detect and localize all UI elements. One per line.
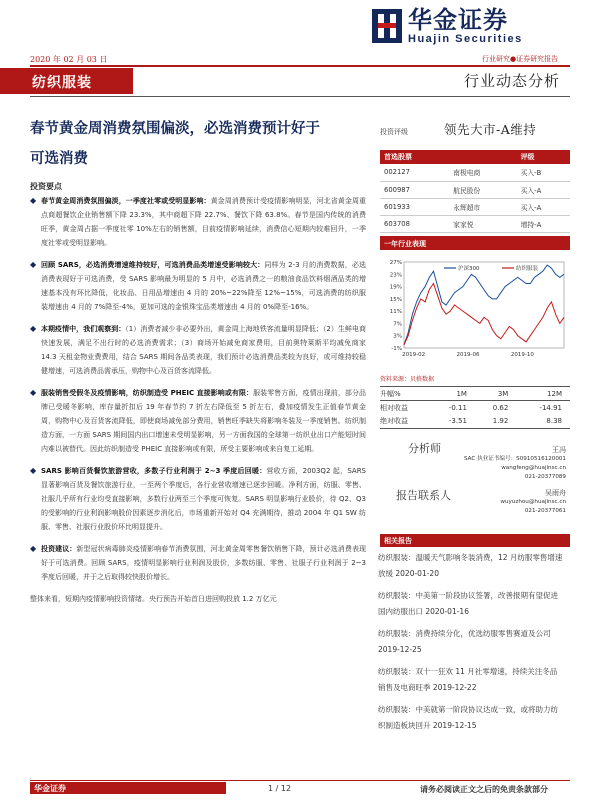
footer-divider: [30, 780, 570, 781]
body-paragraph: [30, 542, 366, 584]
y-tick-label: 19%: [389, 284, 402, 291]
stock-code: 603708: [380, 215, 449, 232]
stock-name: 航民股份: [449, 181, 516, 198]
stock-rating: 买入-A: [517, 181, 570, 198]
title-line: 可选消费: [30, 151, 88, 167]
rating-label: 投资评级: [380, 128, 408, 136]
stock-name: 家家悦: [449, 215, 516, 232]
body-paragraph: [30, 592, 366, 606]
return-value: 1.92: [475, 415, 516, 429]
contact-email[interactable]: wuyuzhou@huajinsc.cn: [500, 499, 566, 505]
stock-code: 002127: [380, 164, 449, 181]
body-paragraph: [30, 386, 366, 456]
series-line-textile: [404, 284, 564, 345]
stock-code: 600987: [380, 181, 449, 198]
table-row: [380, 198, 570, 215]
performance-chart: [380, 254, 570, 370]
return-label: 相对收益: [380, 403, 408, 412]
table-header-cell: 12M: [516, 387, 570, 401]
return-value: 8.38: [516, 415, 570, 429]
table-row: [380, 401, 570, 415]
sector-label: 纺织服装: [0, 68, 133, 94]
analyst-info: [440, 446, 566, 482]
return-value: -3.51: [429, 415, 475, 429]
analyst-sac: SAC 执业证书编号：S0910516120001: [463, 456, 566, 462]
paragraph-text: 营收方面，2003Q2 起，SARS 显著影响百货及餐饮旅游行业，一至两个季度后，各行业营收增速已逐步回暖。净利方面，纺服、零售、社服几乎所有行业均受直接影响，多数行业两至三个季度可恢复。SARS 明显影响行业股价，待 Q2、Q3 的受影响的行业利润影响股价因素逐步消化后，市场重新开始对 Q4 充满期待，推动 2004 年 Q1 SW 纺服、零售、社服行业股价环比明显提升。: [41, 467, 367, 531]
stock-rating: 增持-A: [517, 215, 570, 232]
disclaimer-note: 请务必阅读正文之后的免责条款部分: [420, 785, 548, 794]
table-header-cell: 评级: [517, 150, 570, 164]
stock-code: 601933: [380, 198, 449, 215]
legend-label: 纺织服装: [516, 266, 539, 272]
table-header-cell: 1M: [429, 387, 475, 401]
related-heading: 相关报告: [380, 534, 570, 547]
x-tick-label: 2019-10: [510, 352, 534, 358]
y-tick-label: 3%: [393, 333, 402, 340]
page-number: 1 / 12: [268, 784, 292, 793]
report-title: [30, 114, 370, 174]
paragraph-lead: 春节黄金周消费氛围偏淡，一季度社零或受明显影响：: [41, 197, 211, 205]
footer-brand: 华金证券: [34, 784, 66, 793]
y-tick-label: -1%: [391, 346, 402, 352]
contact-name: 吴雨舟: [545, 489, 566, 497]
title-line: 春节黄金周消费氛围偏淡，必选消费预计好于: [30, 121, 320, 137]
paragraph-lead: 服装销售受假冬及疫情影响，纺织制造受 PHEIC 直接影响或有限：: [41, 389, 254, 397]
body-paragraph: [30, 194, 366, 250]
related-reports: [378, 550, 564, 740]
header-divider: [30, 65, 570, 67]
table-row: [380, 181, 570, 198]
contact-phone: 021-20377061: [524, 508, 566, 514]
chart-source: 资料来源：贝格数据: [380, 376, 435, 383]
related-report-link[interactable]: 纺织服装：消费持续分化，优选纺服零售赛道及公司 2019-12-25: [378, 629, 551, 654]
diamond-bullet-icon: ◆: [30, 544, 37, 553]
performance-chart-svg: [380, 254, 570, 370]
contact-heading: 报告联系人: [396, 489, 451, 502]
stocks-table: [380, 150, 570, 233]
x-tick-label: 2019-06: [456, 352, 480, 358]
paragraph-text: 新型冠状病毒肺炎疫情影响春节消费氛围，河北黄金周零售餐饮销售下降，预计必选消费表现好于可选消费。回顾 SARS，疫情明显影响行业利润及股价，多数纺服、零售、社服子行业利润于 2~3 季度后回暖，并于之后取得较快股价增长。: [41, 545, 367, 581]
diamond-bullet-icon: ◆: [30, 260, 37, 269]
series-line-hs300: [404, 265, 564, 345]
stock-name: 南极电商: [449, 164, 516, 181]
y-tick-label: 27%: [389, 260, 402, 266]
y-tick-label: 11%: [389, 309, 402, 316]
performance-heading: 一年行业表现: [380, 236, 570, 250]
table-header-row: [380, 387, 570, 401]
paragraph-text: 整体来看，短期内疫情影响投资情绪。央行预告开始首日进回购投放 1.2 万亿元: [30, 595, 277, 603]
analyst-heading: 分析师: [408, 442, 441, 455]
rating-row: [380, 120, 570, 138]
table-header-cell: [449, 150, 516, 164]
report-type: 行业动态分析: [464, 72, 561, 90]
paragraph-lead: 投资建议：: [41, 545, 77, 553]
rating-value: 领先大市-A维持: [444, 122, 537, 137]
report-tag: 行业研究●证券研究报告: [482, 55, 559, 63]
y-tick-label: 23%: [389, 272, 402, 279]
table-header-cell: 升幅%: [380, 387, 429, 401]
stock-rating: 买入-A: [517, 198, 570, 215]
returns-table: [380, 386, 570, 429]
body-paragraph: [30, 322, 366, 378]
paragraph-text: 服装零售方面，疫情出现前，部分品牌已受暖冬影响，库存量折扣后 19 年春节约 7 折左右降低至 5 折左右，叠加疫情发生正值春节黄金周，购物中心及百货客流降低，即使商场减免部分费用，销售旺季缺失将影响冬装及一季度销售。纺织制造方面，一方面 SARS 期间国内出口增速未受明显影响，另一方面我国的全球第一纺织业出口产能短时间内难以被替代。因此纺织制造受 PHEIC 直接影响或有限，所受主要影响或来自复工延期。: [41, 389, 367, 453]
table-row: [380, 215, 570, 232]
paragraph-lead: 本期疫情中，我们观察到：: [41, 325, 126, 333]
diamond-bullet-icon: ◆: [30, 324, 37, 333]
stock-rating: 买入-B: [517, 164, 570, 181]
return-value: -14.91: [539, 403, 562, 412]
section-heading: 投资要点: [30, 182, 62, 191]
y-tick-label: 7%: [393, 321, 402, 328]
table-header-row: [380, 150, 570, 164]
paragraph-text: 黄金周消费预计受疫情影响明显，河北省黄金周重点商超餐饮企业销售额下降 23.3%，其中商超下降 22.7%、餐饮下降 63.8%。春节是国内传统的消费旺季，黄金周占据一季度社零 10%左右的销售额，目前疫情影响延续，消费信心短期内较难回升，一季度社零或受明显影响。: [41, 197, 367, 247]
header-rule: [30, 96, 570, 97]
body-paragraph: [30, 464, 366, 534]
analyst-name: 王冯: [552, 446, 566, 454]
paragraph-lead: SARS 影响百货餐饮旅游营收，多数子行业利润于 2~3 季度后回暖：: [41, 467, 267, 475]
diamond-bullet-icon: ◆: [30, 196, 37, 205]
report-date: 2020 年 02 月 03 日: [30, 55, 108, 64]
diamond-bullet-icon: ◆: [30, 388, 37, 397]
analyst-email[interactable]: wangfeng@huajinsc.cn: [501, 465, 566, 471]
logo-chinese-name: 华金证券: [408, 6, 508, 34]
paragraph-lead: 回顾 SARS，必选消费增速维持较好，可选消费品类增速受影响较大：: [41, 261, 265, 269]
main-body: [30, 194, 366, 614]
chart-frame: [404, 262, 564, 348]
y-tick-label: 15%: [389, 296, 402, 303]
table-header-cell: 3M: [475, 387, 516, 401]
analyst-phone: 021-20377089: [524, 474, 566, 480]
stock-name: 永辉超市: [449, 198, 516, 215]
table-row: [380, 415, 570, 429]
table-header-cell: 首选股票: [380, 150, 449, 164]
paragraph-text: （1）消费者减少非必要外出，黄金周上海地铁客流量明显降低；（2）生鲜电商快速发展，满足不出行时的必选消费需求；（3）商场开始减免商家费用，目前奥特莱斯平均减免商家 14.3 天租金物业费费用，结合 SARS 期间各品类表现，我们预计必选消费品类较为良好，或可维持较稳健增速，可选消费品需承压，购物中心及百货客流降低。: [41, 325, 367, 375]
diamond-bullet-icon: ◆: [30, 466, 37, 475]
related-report-link[interactable]: 纺织服装：温暖天气影响冬装消费，12 月纺服零售增速放缓 2020-01-20: [378, 553, 563, 578]
related-report-link[interactable]: 纺织服装：双十一狂欢 11 月社零增速，持续关注冬品销售及电商旺季 2019-12-22: [378, 667, 558, 692]
legend-label: 沪深300: [458, 266, 480, 272]
company-logo: [372, 4, 590, 48]
logo-mark-icon: [372, 9, 402, 43]
return-label: 绝对收益: [380, 415, 429, 429]
body-paragraph: [30, 258, 366, 314]
paragraph-text: 同样为 2-3 月的消费数据，必选消费表现好于可选消费，受 SARS 影响最为明显的 5 月中，必选消费之一的粮油食品饮料烟酒品类的增速基本没有环比降低，化妆品、日用品增速由 4 月的 20%~22%降至 12%~15%，可选消费的纺织服装增速由 4 月的 7%降至-4%，更加可选的金银珠宝品类增速由 4 月的 0%降至-16%。: [41, 261, 367, 311]
table-row: [380, 164, 570, 181]
return-value: -0.11: [448, 403, 467, 412]
x-tick-label: 2019-02: [402, 352, 426, 358]
contact-info: [440, 489, 566, 516]
logo-english-name: Huajin Securities: [408, 33, 523, 45]
related-report-link[interactable]: 纺织服装：中美就第一阶段协议达成一致，或将助力纺织制造板块回升 2019-12-15: [378, 705, 558, 730]
return-value: 0.62: [492, 403, 509, 412]
related-report-link[interactable]: 纺织服装：中美第一阶段协议签署，改善报期有望促进国内纺服出口 2020-01-16: [378, 591, 558, 616]
